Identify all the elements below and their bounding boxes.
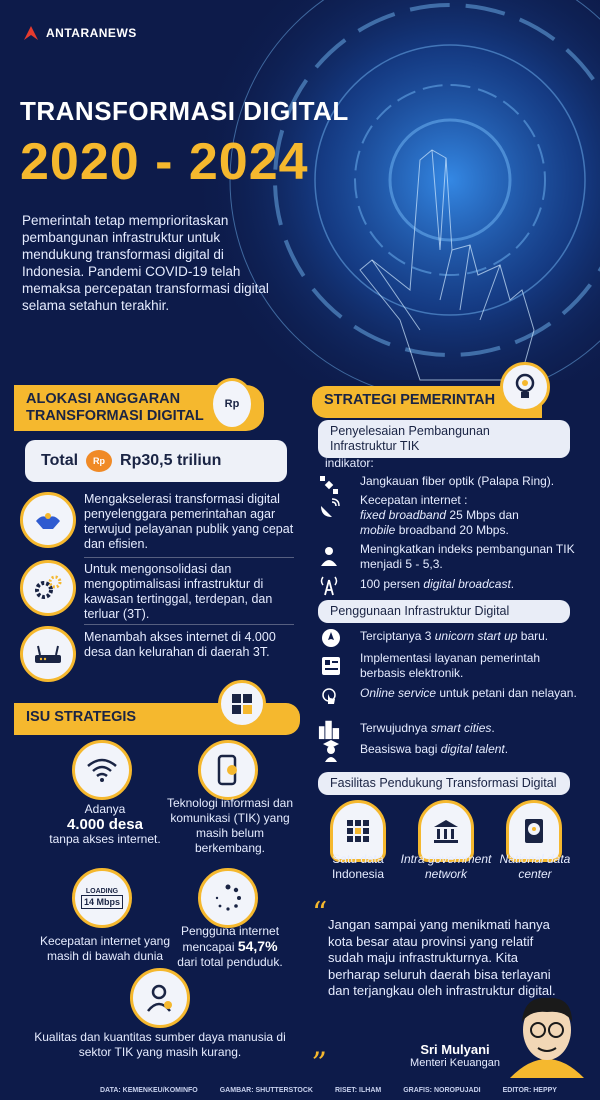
money-bag-icon (210, 378, 254, 430)
strategi-u2: Implementasi layanan pemerintah berbasis elektronik. (360, 651, 541, 680)
strategi-u1-post: baru. (517, 629, 549, 643)
gears-icon (20, 560, 76, 616)
people-icon (318, 545, 340, 567)
title-line2: 2020 - 2024 (20, 133, 309, 191)
alokasi-item-3: Menambah akses internet di 4.000 desa dan kelurahan di daerah 3T. (84, 630, 276, 659)
strategi-u1-pre: Terciptanya 3 (360, 629, 435, 643)
strategi-u4-em: smart cities (430, 721, 492, 735)
isu-heading-label: ISU STRATEGIS (26, 709, 137, 725)
divider (84, 624, 294, 625)
loading-label: LOADING (85, 887, 119, 895)
strategi-u4-pre: Terwujudnya (360, 721, 431, 735)
satellite-icon (318, 474, 340, 496)
handshake-icon (20, 492, 76, 548)
broadcast-tower-icon (318, 574, 340, 596)
strategi-i3: Meningkatkan indeks pembangunan TIK menjadi 5 - 5,3. (360, 542, 575, 571)
alokasi-heading-line2: TRANSFORMASI DIGITAL (26, 408, 204, 424)
person-gear-icon (130, 968, 190, 1028)
loading-bar-icon (72, 868, 132, 928)
isu-pct: 54,7% (237, 938, 278, 954)
city-buildings-icon (318, 718, 340, 740)
strategi-s3-title: Fasilitas Pendukung Transformasi Digital (318, 772, 570, 795)
strategi-i2-mobile-speed: broadband 20 Mbps. (395, 523, 509, 537)
close-quote-icon: „ (312, 1028, 328, 1063)
smartphone-gear-icon (198, 740, 258, 800)
strategi-i4-pre: 100 persen (360, 577, 424, 591)
isu-pengguna-label: Pengguna internet (180, 924, 280, 938)
mbps-label: 14 Mbps (81, 895, 123, 909)
hand-touch-icon (320, 688, 342, 710)
fasilitas-2: Intra government network (400, 852, 492, 881)
title-line1: TRANSFORMASI DIGITAL (20, 96, 349, 126)
credit-editor: EDITOR: HEPPY (502, 1086, 557, 1094)
lightbulb-gear-icon (500, 362, 550, 412)
isu-adanya (30, 802, 180, 847)
strategi-u4 (360, 721, 580, 736)
router-icon (20, 626, 76, 682)
strategi-heading-label: STRATEGI PEMERINTAH (324, 392, 496, 408)
strategi-u3-em: Online service (360, 686, 437, 700)
strategi-u3-post: untuk petani dan nelayan. (436, 686, 577, 700)
puzzle-icon (218, 680, 266, 728)
fasilitas-3: National data center (499, 852, 571, 881)
strategi-i1: Jangkauan fiber optik (Palapa Ring). (360, 474, 555, 488)
strategi-i2-mobile: mobile (360, 523, 396, 537)
rocket-icon (320, 628, 342, 650)
coin-stack-icon (86, 450, 112, 472)
isu-tik: Teknologi informasi dan komunikasi (TIK) yang masih belum berkembang. (166, 796, 294, 855)
antara-logo-icon (22, 24, 40, 42)
credit-grafis: GRAFIS: NOROPUJADI (403, 1086, 481, 1094)
isu-adanya-label: Adanya (84, 802, 126, 816)
strategi-u1 (360, 629, 580, 644)
isu-mencapai: mencapai (182, 940, 235, 954)
quote-text: Jangan sampai yang menikmati hanya kota besar atau provinsi yang relatif sudah maju infrastrukturnya. Kita berharap seluruh daerah bisa terlayani dan terjangkau oleh infrastruktur digital. (328, 917, 556, 998)
wifi-off-icon (72, 740, 132, 800)
alokasi-heading-line1: ALOKASI ANGGARAN (26, 391, 181, 407)
strategi-u5-pre: Beasiswa bagi (360, 742, 441, 756)
open-quote-icon: “ (312, 896, 328, 931)
isu-pengguna (165, 924, 295, 970)
isu-kualitas: Kualitas dan kuantitas sumber daya manusia di sektor TIK yang masih kurang. (34, 1030, 286, 1059)
strategi-s2-title: Penggunaan Infrastruktur Digital (318, 600, 570, 623)
strategi-i4-em: digital broadcast (423, 577, 511, 591)
portrait-illustration (500, 990, 594, 1078)
quote-attribution (400, 1042, 510, 1069)
strategi-i2-label: Kecepatan internet : (360, 493, 468, 507)
e-government-icon (320, 655, 342, 677)
strategi-u3 (360, 686, 580, 701)
credit-gambar: GAMBAR: SHUTTERSTOCK (219, 1086, 313, 1094)
credit-riset: RISET: ILHAM (334, 1086, 382, 1094)
money-bag-label: Rp (224, 398, 240, 410)
total-label: Total (41, 452, 79, 469)
strategi-i2-fixed-speed: 25 Mbps dan (446, 508, 519, 522)
graduate-icon (320, 740, 342, 762)
divider (84, 557, 294, 558)
strategi-s1-title: Penyelesaian Pembangunan Infrastruktur TIK (318, 420, 570, 458)
fasilitas-1: Satu data Indonesia (331, 852, 385, 881)
total-budget (25, 440, 287, 482)
intro-text: Pemerintah tetap memprioritaskan pembangunan infrastruktur untuk mendukung transformasi digital di Indonesia. Pandemi COVID-19 telah memaksa percepatan transformasi digital selama setahun terakhir. (22, 213, 269, 313)
coin-label: Rp (93, 456, 106, 466)
strategi-i4 (360, 577, 580, 592)
isu-dari: dari total penduduk. (177, 955, 283, 969)
strategi-u5-em: digital talent (440, 742, 505, 756)
alokasi-item-2: Untuk mengonsolidasi dan mengoptimalisasi infrastruktur di kawasan tertinggal, terdepan, dan terluar (3T). (84, 562, 273, 621)
loading-spinner-icon (198, 868, 258, 928)
credit-data: DATA: KEMENKEU/KOMINFO (100, 1086, 198, 1094)
credits-footer (0, 1080, 600, 1100)
satellite-dish-icon (318, 498, 340, 520)
isu-kecepatan: Kecepatan internet yang masih di bawah dunia (39, 934, 171, 963)
total-value: Rp30,5 triliun (120, 452, 222, 469)
isu-tanpa-akses: tanpa akses internet. (49, 832, 161, 846)
brand-name: ANTARANEWS (46, 26, 137, 40)
quote-name: Sri Mulyani (420, 1042, 490, 1057)
strategi-u4-post: . (491, 721, 495, 735)
quote-role: Menteri Keuangan (410, 1057, 500, 1069)
strategi-i2 (360, 493, 580, 538)
isu-desa-count: 4.000 desa (67, 816, 143, 833)
brand (22, 24, 137, 42)
strategi-u5 (360, 742, 580, 757)
alokasi-item-1: Mengakselerasi transformasi digital penyelenggara pemerintahan agar terwujud pelayanan publik yang cepat dan efisien. (84, 492, 294, 551)
strategi-u5-post: . (504, 742, 509, 756)
strategi-i4-post: . (510, 577, 515, 591)
strategi-indikator: indikator: (325, 456, 374, 470)
strategi-u1-em: unicorn start up (434, 629, 518, 643)
strategi-i2-fixed: fixed broadband (360, 508, 447, 522)
